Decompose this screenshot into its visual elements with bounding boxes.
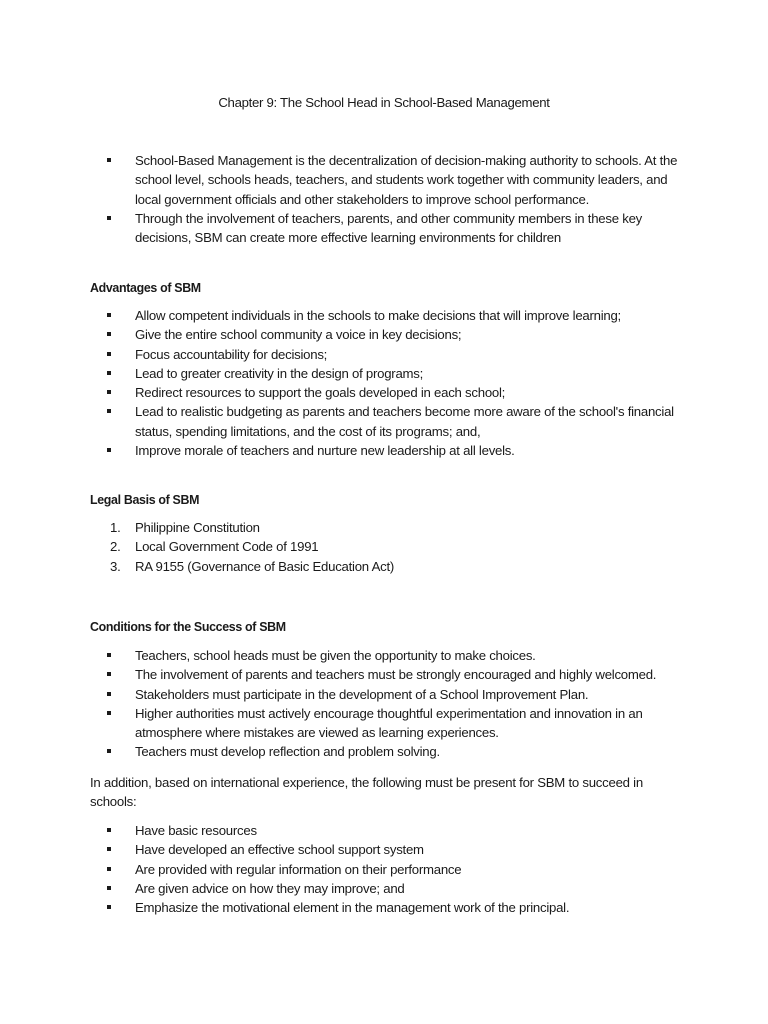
- bullet-icon: [107, 409, 111, 413]
- legal-basis-section: [90, 490, 680, 509]
- list-item: 3. RA 9155 (Governance of Basic Education Act): [110, 558, 395, 574]
- bullet-icon: [107, 371, 111, 375]
- list-item: 2. Local Government Code of 1991: [110, 539, 319, 555]
- international-paragraph: In addition, based on international experience, the following must be present for SBM to succeed in schools:: [90, 775, 643, 810]
- bullet-icon: [107, 332, 111, 336]
- advantages-list-wrap: [90, 306, 680, 460]
- list-item: 1. Philippine Constitution: [110, 520, 260, 535]
- bullet-icon: [107, 672, 111, 676]
- intro-list: [90, 151, 680, 247]
- list-item: Teachers, school heads must be given the opportunity to make choices.: [90, 646, 680, 665]
- list-item: Improve morale of teachers and nurture new leadership at all levels.: [90, 441, 680, 460]
- list-item: Redirect resources to support the goals developed in each school;: [90, 383, 680, 402]
- international-list-wrap: [90, 821, 680, 917]
- list-item: Are given advice on how they may improve; and: [90, 879, 680, 898]
- list-item: Lead to realistic budgeting as parents and teachers become more aware of the school's financial status, spending limitations, and the cost of its programs; and,: [90, 402, 680, 441]
- list-item: School-Based Management is the decentralization of decision-making authority to schools. At the school level, schools heads, teachers, and students work together with community leaders, and local government officials and other stakeholders to improve school performance.: [90, 151, 680, 209]
- list-item: Allow competent individuals in the schools to make decisions that will improve learning;: [90, 306, 680, 325]
- list-item: Through the involvement of teachers, parents, and other community members in these key decisions, SBM can create more effective learning environments for children: [90, 209, 680, 248]
- bullet-icon: [107, 905, 111, 909]
- list-item: Emphasize the motivational element in the management work of the principal.: [90, 898, 680, 917]
- list-item: Have basic resources: [90, 821, 680, 840]
- bullet-icon: [107, 867, 111, 871]
- bullet-icon: [107, 216, 111, 220]
- conditions-section: [90, 617, 680, 636]
- list-item: Stakeholders must participate in the development of a School Improvement Plan.: [90, 685, 680, 704]
- list-item: Focus accountability for decisions;: [90, 345, 680, 364]
- international-list: [90, 821, 680, 917]
- advantages-list: [90, 306, 680, 460]
- bullet-icon: [107, 390, 111, 394]
- bullet-icon: [107, 692, 111, 696]
- bullet-icon: [107, 847, 111, 851]
- list-item: The involvement of parents and teachers must be strongly encouraged and highly welcomed.: [90, 665, 680, 684]
- international-section: [90, 773, 680, 812]
- bullet-icon: [107, 653, 111, 657]
- legal-basis-list: [90, 518, 680, 576]
- list-item: Teachers must develop reflection and problem solving.: [90, 742, 680, 761]
- bullet-icon: [107, 886, 111, 890]
- conditions-list-wrap: [90, 646, 680, 762]
- conditions-list: [90, 646, 680, 762]
- section-heading: Conditions for the Success of SBM: [90, 619, 286, 634]
- list-item: Are provided with regular information on their performance: [90, 860, 680, 879]
- bullet-icon: [107, 711, 111, 715]
- list-item: Have developed an effective school support system: [90, 840, 680, 859]
- bullet-icon: [107, 448, 111, 452]
- section-heading: Advantages of SBM: [90, 280, 201, 295]
- bullet-icon: [107, 313, 111, 317]
- list-item: Give the entire school community a voice in key decisions;: [90, 325, 680, 344]
- bullet-icon: [107, 352, 111, 356]
- bullet-icon: [107, 749, 111, 753]
- intro-section: [90, 151, 680, 247]
- list-item: Lead to greater creativity in the design of programs;: [90, 364, 680, 383]
- section-heading: Legal Basis of SBM: [90, 492, 200, 507]
- list-item: Higher authorities must actively encourage thoughtful experimentation and innovation in an atmosphere where mistakes are viewed as learning experiences.: [90, 704, 680, 743]
- legal-basis-list-wrap: [90, 518, 680, 576]
- bullet-icon: [107, 828, 111, 832]
- bullet-icon: [107, 158, 111, 162]
- page-title: Chapter 9: The School Head in School-Based Management: [218, 95, 550, 110]
- advantages-section: [90, 278, 680, 297]
